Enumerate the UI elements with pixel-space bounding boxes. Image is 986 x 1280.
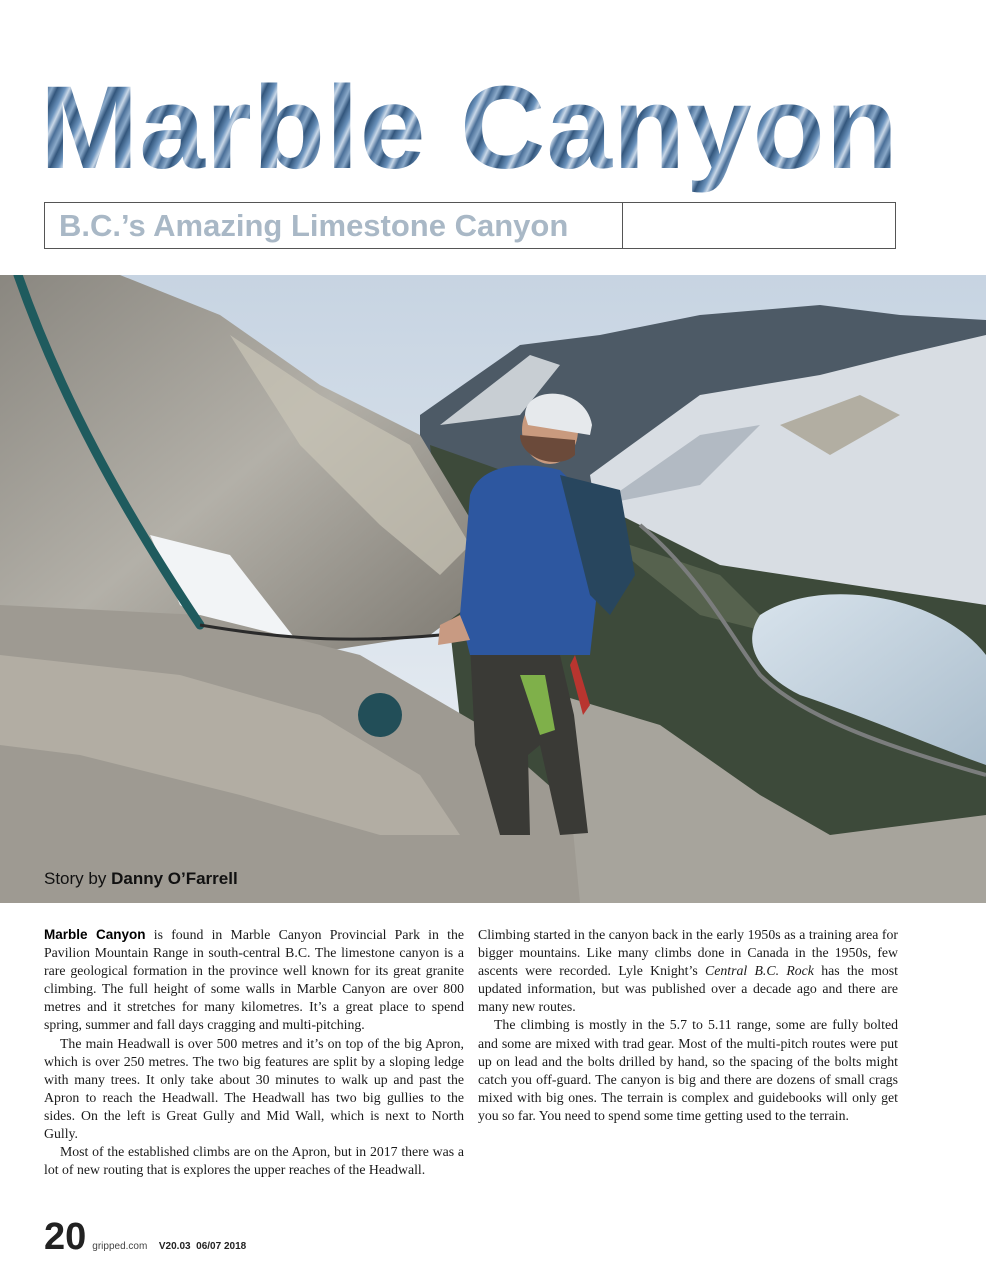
paragraph-3: Most of the established climbs are on the Apron, but in 2017 there was a lot of new routing that is explores the upper reaches of the Headwall. [44,1144,464,1178]
subtitle-box [44,202,896,249]
footer-site: gripped.com [92,1241,148,1252]
body-column-right [478,926,898,1125]
byline-prefix: Story by [44,869,107,888]
lead-in: Marble Canyon [44,927,146,942]
footer-issue: V20.03 [158,1241,191,1252]
paragraph-1-text: is found in Marble Canyon Provincial Park in the Pavilion Mountain Range in south-central B.C. The limestone canyon is a rare geological formation in the province well known for its great granite climbing. The full height of some walls in Marble Canyon are over 800 metres and it stretches for many kilometres. It’s a great place to spend spring, summer and fall days cragging and multi-pitching. [44,927,464,1033]
book-title: Central B.C. Rock [705,963,814,979]
page-number: 20 [44,1216,87,1258]
byline-author: Danny O’Farrell [111,869,238,888]
page-footer [44,1216,246,1259]
paragraph-2: The main Headwall is over 500 metres and it’s on top of the big Apron, which is over 250 metres. The two big features are split by a sloping ledge with many trees. It only take about 30 minutes to walk up and past the Apron to reach the Headwall. The Headwall has two big gullies to the sides. On the left is Great Gully and Mid Wall, which is next to North Gully. [44,1035,464,1142]
climber-canyon-illustration [0,275,986,903]
paragraph-4: The climbing is mostly in the 5.7 to 5.11 range, some are fully bolted and some are mixed with trad gear. Most of the multi-pitch routes were put up on lead and the bolts drilled by hand, so the spacing of the bolts might catch you off-guard. The canyon is big and there are dozens of small crags mixed with big ones. The terrain is complex and guidebooks will only get you so far. You need to spend some time getting used to the terrain. [478,1017,898,1123]
article-subtitle: B.C.’s Amazing Limestone Canyon [59,208,569,243]
photo-byline [44,869,238,889]
hero-photo [0,275,986,903]
article-title: Marble Canyon [40,62,946,194]
body-column-left [44,926,464,1179]
subtitle-box-divider [622,203,623,248]
paragraph-3-continued: Climbing started in the canyon back in the early 1950s as a training area for bigger mountains. Like many climbs done in Canada in the 1950s, few ascents were recorded. Lyle Knight’s Central B.C. Rock has the most updated information, but was published over a decade ago and there are many new routes. [478,927,898,1015]
paragraph-1 [44,926,464,1035]
footer-date: 06/07 2018 [196,1241,247,1252]
